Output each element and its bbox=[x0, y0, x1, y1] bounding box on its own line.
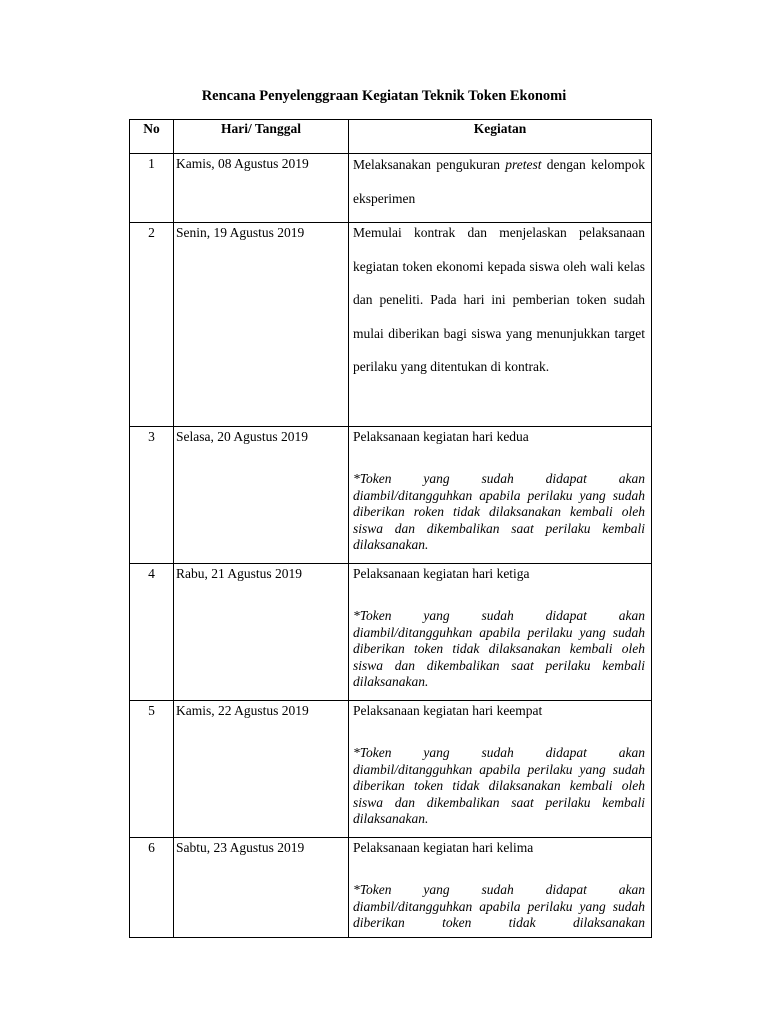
row-activity bbox=[349, 223, 652, 427]
header-day: Hari/ Tanggal bbox=[174, 120, 349, 154]
table-row bbox=[130, 154, 652, 223]
table-row bbox=[130, 838, 652, 938]
table-row bbox=[130, 427, 652, 564]
row-number: 2 bbox=[130, 223, 174, 427]
row-day: Kamis, 22 Agustus 2019 bbox=[174, 701, 349, 838]
schedule-table bbox=[129, 119, 652, 938]
row-activity bbox=[349, 427, 652, 564]
activity-text: Pelaksanaan kegiatan hari kedua bbox=[353, 429, 529, 444]
table-row bbox=[130, 564, 652, 701]
row-activity bbox=[349, 701, 652, 838]
activity-text: Pelaksanaan kegiatan hari keempat bbox=[353, 703, 543, 718]
document-title: Rencana Penyelenggraan Kegiatan Teknik Token Ekonomi bbox=[201, 88, 567, 104]
row-activity bbox=[349, 154, 652, 223]
header-no: No bbox=[130, 120, 174, 154]
activity-text: Melaksanakan pengukuran bbox=[353, 157, 506, 172]
activity-note: *Token yang sudah didapat akan diambil/ditangguhkan apabila perilaku yang sudah diberikan roken tidak dilaksanakan kembali oleh siswa dan dikembalikan saat perilaku kembali dilaksanakan. bbox=[353, 471, 645, 552]
row-day: Selasa, 20 Agustus 2019 bbox=[174, 427, 349, 564]
row-activity bbox=[349, 838, 652, 938]
table-row bbox=[130, 701, 652, 838]
activity-emphasis: pretest bbox=[505, 157, 542, 172]
row-number: 3 bbox=[130, 427, 174, 564]
activity-text: dengan kelompok eksperimen bbox=[353, 157, 645, 206]
row-number: 1 bbox=[130, 154, 174, 223]
row-number: 6 bbox=[130, 838, 174, 938]
activity-text: Pelaksanaan kegiatan hari ketiga bbox=[353, 566, 530, 581]
row-day: Kamis, 08 Agustus 2019 bbox=[174, 154, 349, 223]
row-day: Rabu, 21 Agustus 2019 bbox=[174, 564, 349, 701]
row-activity bbox=[349, 564, 652, 701]
activity-note: *Token yang sudah didapat akan diambil/ditangguhkan apabila perilaku yang sudah diberikan token tidak dilaksanakan kembali oleh siswa dan dikembalikan saat perilaku kembali dilaksanakan. bbox=[353, 745, 645, 826]
row-number: 5 bbox=[130, 701, 174, 838]
activity-note: *Token yang sudah didapat akan diambil/ditangguhkan apabila perilaku yang sudah diberikan token tidak dilaksanakan kembali oleh siswa dan dikembalikan saat perilaku kembali dilaksanakan. bbox=[353, 608, 645, 689]
activity-text: Memulai kontrak dan menjelaskan pelaksanaan kegiatan token ekonomi kepada siswa oleh wali kelas dan peneliti. Pada hari ini pemberian token sudah mulai diberikan bagi siswa yang menunjukkan target perilaku yang ditentukan di kontrak. bbox=[353, 225, 645, 374]
activity-text: Pelaksanaan kegiatan hari kelima bbox=[353, 840, 534, 855]
row-day: Sabtu, 23 Agustus 2019 bbox=[174, 838, 349, 938]
row-day: Senin, 19 Agustus 2019 bbox=[174, 223, 349, 427]
row-number: 4 bbox=[130, 564, 174, 701]
table-row bbox=[130, 223, 652, 427]
activity-note: *Token yang sudah didapat akan diambil/ditangguhkan apabila perilaku yang sudah diberikan token tidak dilaksanakan bbox=[353, 882, 645, 930]
header-activity: Kegiatan bbox=[349, 120, 652, 154]
